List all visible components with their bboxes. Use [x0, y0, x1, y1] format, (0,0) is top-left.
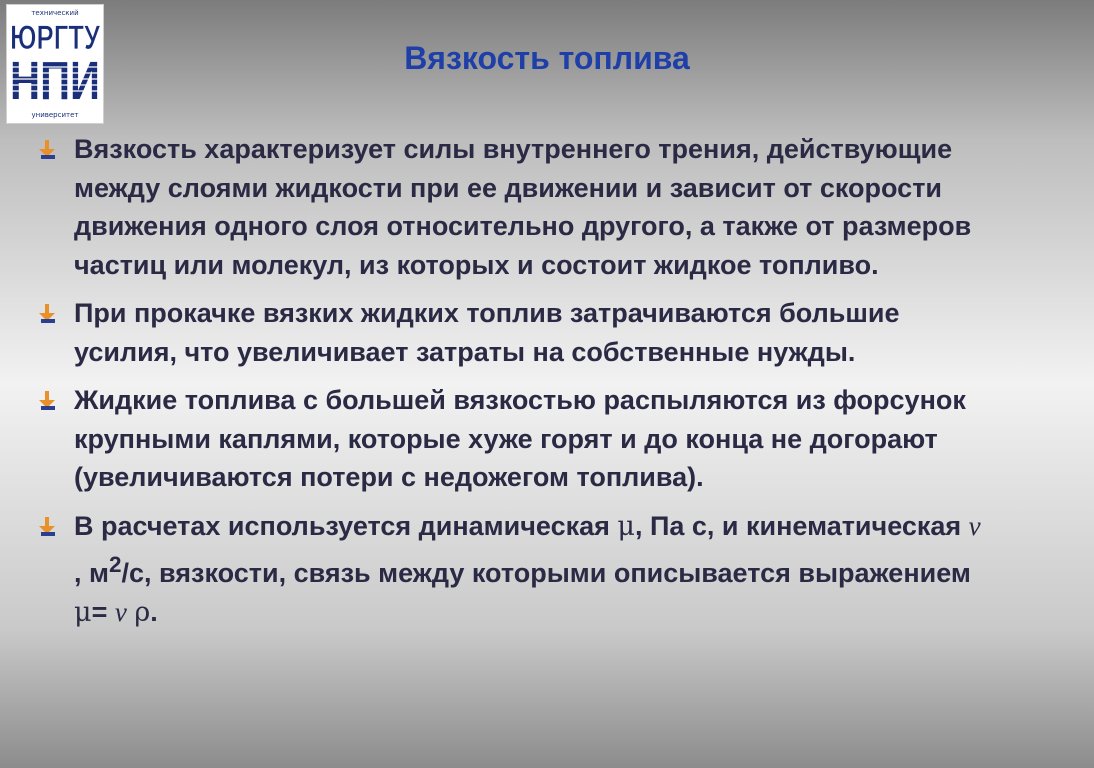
- mu-symbol: μ: [617, 510, 635, 542]
- text-run: /с, вязкости, связь между которыми описывается выражением: [121, 558, 971, 588]
- logo-line1: ЮРГТУ: [10, 19, 101, 57]
- bullet-item: [38, 507, 988, 633]
- bullet-text: При прокачке вязких жидких топлив затрачиваются большие усилия, что увеличивает затраты на собственные нужды.: [74, 298, 900, 367]
- bullet-item: [38, 294, 988, 371]
- slide-title: Вязкость топлива: [404, 40, 690, 76]
- logo-bottom-text: университет: [31, 111, 79, 119]
- text-run: =: [91, 596, 115, 627]
- mu-symbol: μ: [74, 596, 92, 628]
- bullet-arrow-icon: [38, 140, 56, 160]
- nu-symbol: ν: [968, 510, 981, 541]
- bullet-item: [38, 130, 988, 284]
- logo-top-text: технический: [31, 9, 79, 17]
- text-run: , м: [74, 558, 109, 588]
- superscript-2: 2: [108, 552, 122, 577]
- text-run: .: [150, 596, 158, 627]
- bullet-text: Жидкие топлива с большей вязкостью распыляются из форсунок крупными каплями, которые хуже горят и до конца не догорают (увеличиваются потери с недожегом топлива).: [74, 385, 966, 492]
- nu-symbol: ν: [114, 596, 127, 627]
- bullet-item: [38, 381, 988, 497]
- text-run: В расчетах используется динамическая: [74, 510, 618, 541]
- logo-line2: НПИ: [10, 51, 100, 111]
- bullet-text-formula: [74, 507, 988, 633]
- bullet-list: [38, 130, 988, 642]
- rho-symbol: ρ: [134, 596, 151, 628]
- bullet-text: Вязкость характеризует силы внутреннего трения, действующие между слоями жидкости при ее движении и зависит от скорости движения одного слоя относительно другого, а также от размеров частиц или молекул, из которых и состоит жидкое топливо.: [74, 134, 972, 280]
- text-run: , Па с, и кинематическая: [634, 510, 969, 541]
- bullet-arrow-icon: [38, 391, 56, 411]
- bullet-arrow-icon: [38, 304, 56, 324]
- bullet-arrow-icon: [38, 517, 56, 537]
